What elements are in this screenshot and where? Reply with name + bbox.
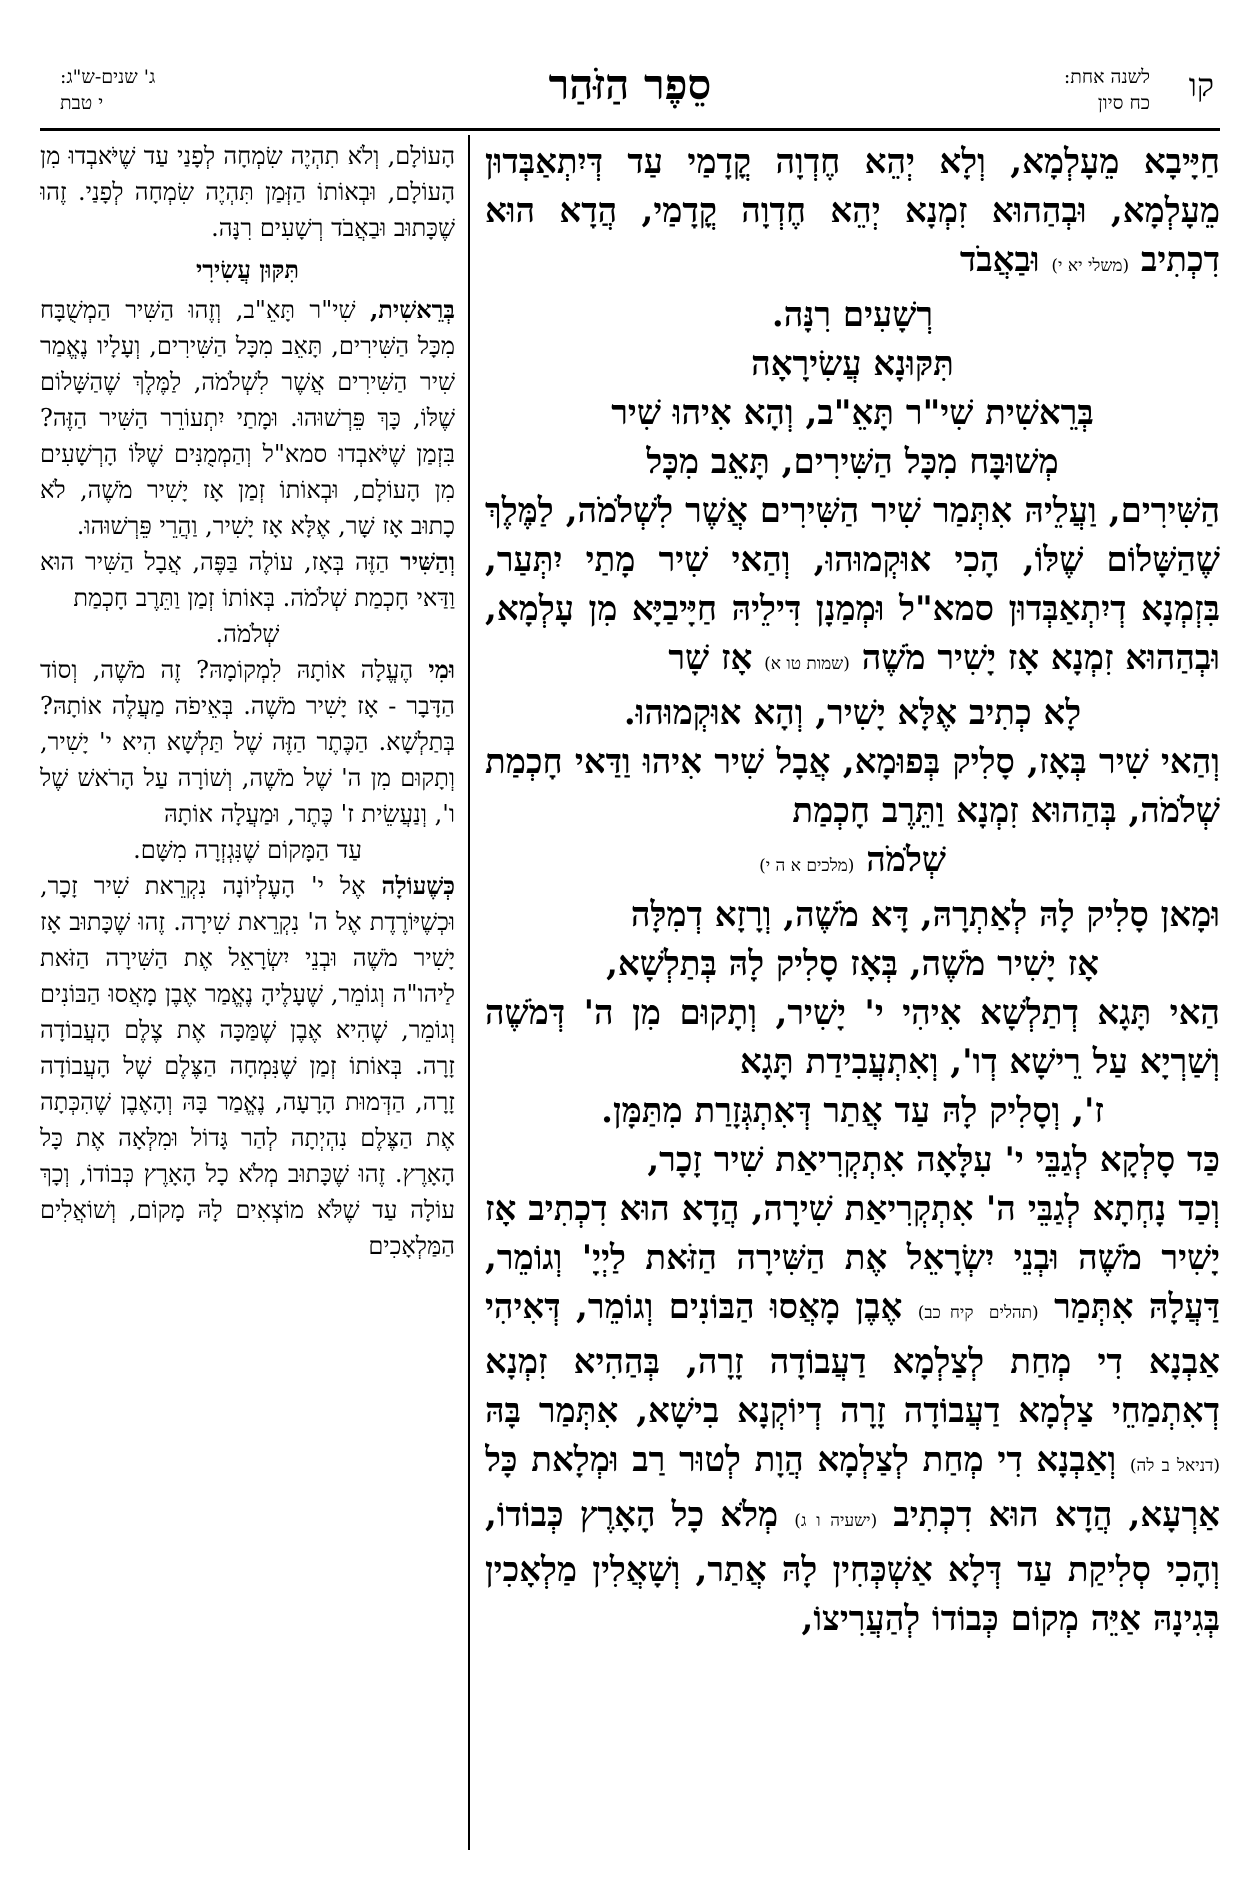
- paragraph: [40, 292, 455, 544]
- paragraph-line: מְשׁוּבָּח מִכָּל הַשִּׁירִים, תָּאֵב מִכָּל: [646, 442, 1059, 482]
- opening-word: וְהַשִּׁיר: [399, 547, 455, 576]
- main-column-aramaic: [485, 138, 1220, 1850]
- paragraph: וְהַאי שִׁיר בְּאָז, סָלִיק בְּפוּמָא, אֲבָל שִׁיר אִיהוּ וַדַּאי חָכְמַת שְׁלֹמֹה, בְּהַהוּא זִמְנָא וַתֵּרֶב חָכְמַת: [485, 742, 1220, 831]
- text-run: וּבַאֲבֹד: [959, 240, 1040, 280]
- paragraph: [40, 868, 455, 1264]
- text-run: הַשִּׁירִים, וַעֲלֵיהּ אִתְּמַר שִׁיר הַשִּׁירִים אֲשֶׁר לִשְׁלֹמֹה, לַמֶּלֶךְ שֶׁהַשָּׁלוֹם שֶׁלּוֹ, הָכִי אוּקְמוּהוּ, וְהַאי שִׁיר מָתַי יִתְּעַר, בִּזְמְנָא דְיִתְאַבְּדוּן סמא"ל וּמְמַנָן דִּילֵיהּ חַיָּיבַיָּא מִן עָלְמָא, וּבְהַהוּא זִמְנָא אָז יָשִׁיר מֹשֶׁה: [485, 491, 1220, 678]
- paragraph-line: כַּד סָלְקָא לְגַבֵּי י' עִלָּאָה אִתְקְרִיאַת שִׁיר זָכָר,: [647, 1140, 1220, 1180]
- header-rule: [40, 128, 1220, 131]
- text-run: אָז שָׁר: [668, 638, 753, 678]
- text-run: שִׁי"ר תָּאֵ"ב, וְזֶהוּ הַשִּׁיר הַמְשֻׁבָּח מִכָּל הַשִּׁירִים, תָּאֵב מִכָּל הַשִּׁירִים, וְעָלָיו נֶאֱמַר שִׁיר הַשִּׁירִים אֲשֶׁר לִשְׁלֹמֹה, לַמֶּלֶךְ שֶׁהַשָּׁלוֹם שֶׁלּוֹ, כָּךְ פֵּרְשׁוּהוּ. וּמָתַי יִתְעוֹרֵר הַשִּׁיר הַזֶּה? בִּזְמַן שֶׁיֹּאבְדוּ סמא"ל וְהַמְמֻנִּים שֶׁלּוֹ הָרְשָׁעִים מִן הָעוֹלָם, וּבְאוֹתוֹ זְמַן אָז יָשִׁיר מֹשֶׁה, לֹא כָתוּב אָז שָׁר, אֶלָּא אָז יָשִׁיר, וַהֲרֵי פֵּרְשׁוּהוּ.: [40, 296, 455, 540]
- paragraph: הַאי תָּגָא דְתַלְשָׁא אִיהִי י' יָשִׁיר, וְתָקוּם מִן ה' דְּמֹשֶׁה וְשַׁרְיָא עַל רֵישָׁא דְו', וְאִתְעֲבִידַת תָּגָא: [485, 993, 1220, 1082]
- text-run: אֶבֶן מָאֲסוּ הַבּוֹנִים וְגוֹמֵר, דְּאִיהִי אַבְנָא דִי מְחַת לְצַלְמָא דַעֲבוֹדָה זָרָה, בְּהַהִיא זִמְנָא דְאִתְמַחֵי צַלְמָא דַעֲבוֹדָה זָרָה דְיוֹקְנָא בִישָׁא, אִתְּמַר בָּהּ: [485, 1287, 1220, 1431]
- paragraph: [40, 544, 455, 616]
- header-schedule-date-2: י טבת: [60, 92, 104, 114]
- paragraph: [485, 487, 1220, 689]
- text-run: שְׁלֹמֹה: [866, 840, 946, 880]
- opening-word: וּמִי: [428, 655, 455, 684]
- paragraph-end-line: לָא כְתִיב אֶלָּא יָשִׁיר, וְהָא אוּקְמוּהוּ.: [623, 693, 1082, 733]
- column-divider: [468, 135, 470, 1850]
- header-schedule-label-2: ג' שנים-ש"ג:: [60, 66, 156, 88]
- side-column-hebrew: [40, 138, 455, 1850]
- page-number: קו: [1188, 66, 1214, 104]
- header-schedule-date: כח סיון: [1097, 92, 1150, 114]
- header-schedule-label: לשנה אחת:: [1063, 66, 1150, 88]
- paragraph-line: וּמָאן סָלִיק לָהּ לְאַתְרָהּ, דָּא מֹשֶׁה, וְרָזָא דְמִלָּה: [630, 895, 1220, 935]
- text-run: וְכַד נָחְתָא לְגַבֵּי ה' אִתְקְרִיאַת שִׁירָה, הֲדָא הוּא דִכְתִיב אָז יָשִׁיר מֹשֶׁה וּבְנֵי יִשְׂרָאֵל אֶת הַשִּׁירָה הַזֹּאת לַיְיָ' וְגוֹמֵר, דַּעֲלָהּ אִתְּמַר: [485, 1189, 1220, 1327]
- opening-word: בְּרֵאשִׁית,: [369, 295, 455, 324]
- paragraph-end-line: ז', וְסָלִיק לָהּ עַד אֲתַר דְּאִתְגְּזָרַת מִתַּמָּן.: [601, 1091, 1104, 1131]
- text-run: וְאַבְנָא דִי מְחַת לְצַלְמָא הֲוָת לְטוּר רַב וּמְלָאת כָּל אַרְעָא, הֲדָא הוּא דִכְתִיב: [485, 1440, 1220, 1535]
- text-run: אֶל י' הָעֶלְיוֹנָה נִקְרֵאת שִׁיר זָכָר, וּכְשֶׁיּוֹרֶדֶת אֶל ה' נִקְרֵאת שִׁירָה. זֶהוּ שֶׁכָּתוּב אָז יָשִׁיר מֹשֶׁה וּבְנֵי יִשְׂרָאֵל אֶת הַשִּׁירָה הַזֹּאת לַיהו"ה וְגוֹמֵר, שֶׁעָלֶיהָ נֶאֱמַר אֶבֶן מָאֲסוּ הַבּוֹנִים וְגוֹמֵר, שֶׁהִיא אֶבֶן שֶׁמַּכָּה אֶת צֶלֶם הָעֲבוֹדָה זָרָה. בְּאוֹתוֹ זְמַן שֶׁנִּמְחָה הַצֶּלֶם שֶׁל הָעֲבוֹדָה זָרָה, הַדְּמוּת הָרָעָה, נֶאֱמַר בָּהּ וְהָאֶבֶן שֶׁהִכְּתָה אֶת הַצֶּלֶם נִהְיְתָה לְהַר גָּדוֹל וּמִלְּאָה אֶת כָּל הָאָרֶץ. זֶהוּ שֶׁכָּתוּב מְלֹא כָל הָאָרֶץ כְּבוֹדוֹ, וְכָךְ עוֹלָה עַד שֶׁלֹּא מוֹצְאִים לָהּ מָקוֹם, וְשׁוֹאֲלִים הַמַּלְאָכִים: [40, 872, 455, 1260]
- text-run: הַזֶּה בְּאָז, עוֹלֶה בַּפֶּה, אֲבָל הַשִּׁיר הוּא וַדַּאי חָכְמַת שְׁלֹמֹה. בְּאוֹתוֹ זְמַן וַתֵּרֶב חָכְמַת: [40, 548, 455, 612]
- paragraph: הָעוֹלָם, וְלֹא תִהְיֶה שִׂמְחָה לְפָנַי עַד שֶׁיֹּאבְדוּ מִן הָעוֹלָם, וּבְאוֹתוֹ הַזְּמַן תִּהְיֶה שִׂמְחָה לְפָנַי. זֶהוּ שֶׁכָּתוּב וּבַאֲבֹד רְשָׁעִים רִנָּה.: [40, 142, 455, 242]
- text-run: מְלֹא כָל הָאָרֶץ כְּבוֹדוֹ, וְהָכִי סְלִיקַת עַד דְּלָא אַשְׁכְּחִין לָהּ אֲתַר, וְשָׁאֲלִין מַלְאָכִין בְּגִינָהּ אַיֵּה מְקוֹם כְּבוֹדוֹ לְהַעֲרִיצוֹ,: [485, 1495, 1220, 1639]
- verse-citation: קיח כב): [917, 1303, 974, 1323]
- section-heading: תִּקּוּן עֲשִׂירִי: [195, 255, 300, 284]
- page-header: [40, 58, 1220, 128]
- text-run: הֶעֱלָה אוֹתָהּ לִמְקוֹמָהּ? זֶה מֹשֶׁה, וְסוֹד הַדָּבָר - אָז יָשִׁיר מֹשֶׁה. בְּאֵיפֹה מַעֲלֶה אוֹתָהּ? בְּתַלְשָׁא. הַכֶּתֶר הַזֶּה שֶׁל תַּלְשָׁא הִיא י' יָשִׁיר, וְתָקוּם מִן ה' שֶׁל מֹשֶׁה, וְשׁוֹרָה עַל הָרֹאשׁ שֶׁל ו', וְנַעֲשֵׂית ז' כֶּתֶר, וּמַעֲלָה אוֹתָהּ: [40, 656, 455, 828]
- verse-citation: (מלכים א ה י): [759, 856, 855, 876]
- verse-citation: (דניאל ב לה): [1129, 1456, 1220, 1476]
- verse-citation: (שמות טו א): [764, 654, 850, 674]
- verse-citation: (משלי יא י): [1051, 256, 1130, 276]
- paragraph: [485, 138, 1220, 291]
- verse-citation: (ישעיה ו ג): [794, 1511, 878, 1531]
- paragraph-end-line: [485, 836, 1220, 891]
- header-schedule-three-years: [60, 64, 155, 116]
- paragraph-line: בְּרֵאשִׁית שִׁי"ר תָּאֵ"ב, וְהָא אִיהוּ שִׁיר: [611, 393, 1094, 433]
- paragraph-end-line: שְׁלֹמֹה.: [215, 620, 280, 648]
- verse-citation: (תהלים: [988, 1303, 1039, 1323]
- section-heading: תִּקּוּנָא עֲשִׂירָאָה: [751, 344, 954, 384]
- paragraph-end-line: רְשָׁעִים רִנָּה.: [771, 295, 934, 335]
- book-title: סֵפֶר הַזֹּהַר: [548, 60, 712, 109]
- paragraph: [485, 1185, 1220, 1644]
- paragraph: [40, 652, 455, 832]
- paragraph-line: אָז יָשִׁיר מֹשֶׁה, בְּאָז סָלִיק לָהּ בְּתַלְשָׁא,: [606, 944, 1099, 984]
- paragraph-end-line: עַד הַמָּקוֹם שֶׁנִּגְזְרָה מִשָּׁם.: [133, 836, 362, 864]
- opening-word: כְּשֶׁעוֹלָה: [381, 871, 455, 900]
- text-run: חַיָּיבָא מֵעָלְמָא, וְלָא יְהֵא חֶדְוָה קֳדָמַי עַד דְּיִתְאַבְּדוּן מֵעָלְמָא, וּבְהַהוּא זִמְנָא יְהֵא חֶדְוָה קֳדָמַי, הֲדָא הוּא דִכְתִיב: [485, 142, 1220, 280]
